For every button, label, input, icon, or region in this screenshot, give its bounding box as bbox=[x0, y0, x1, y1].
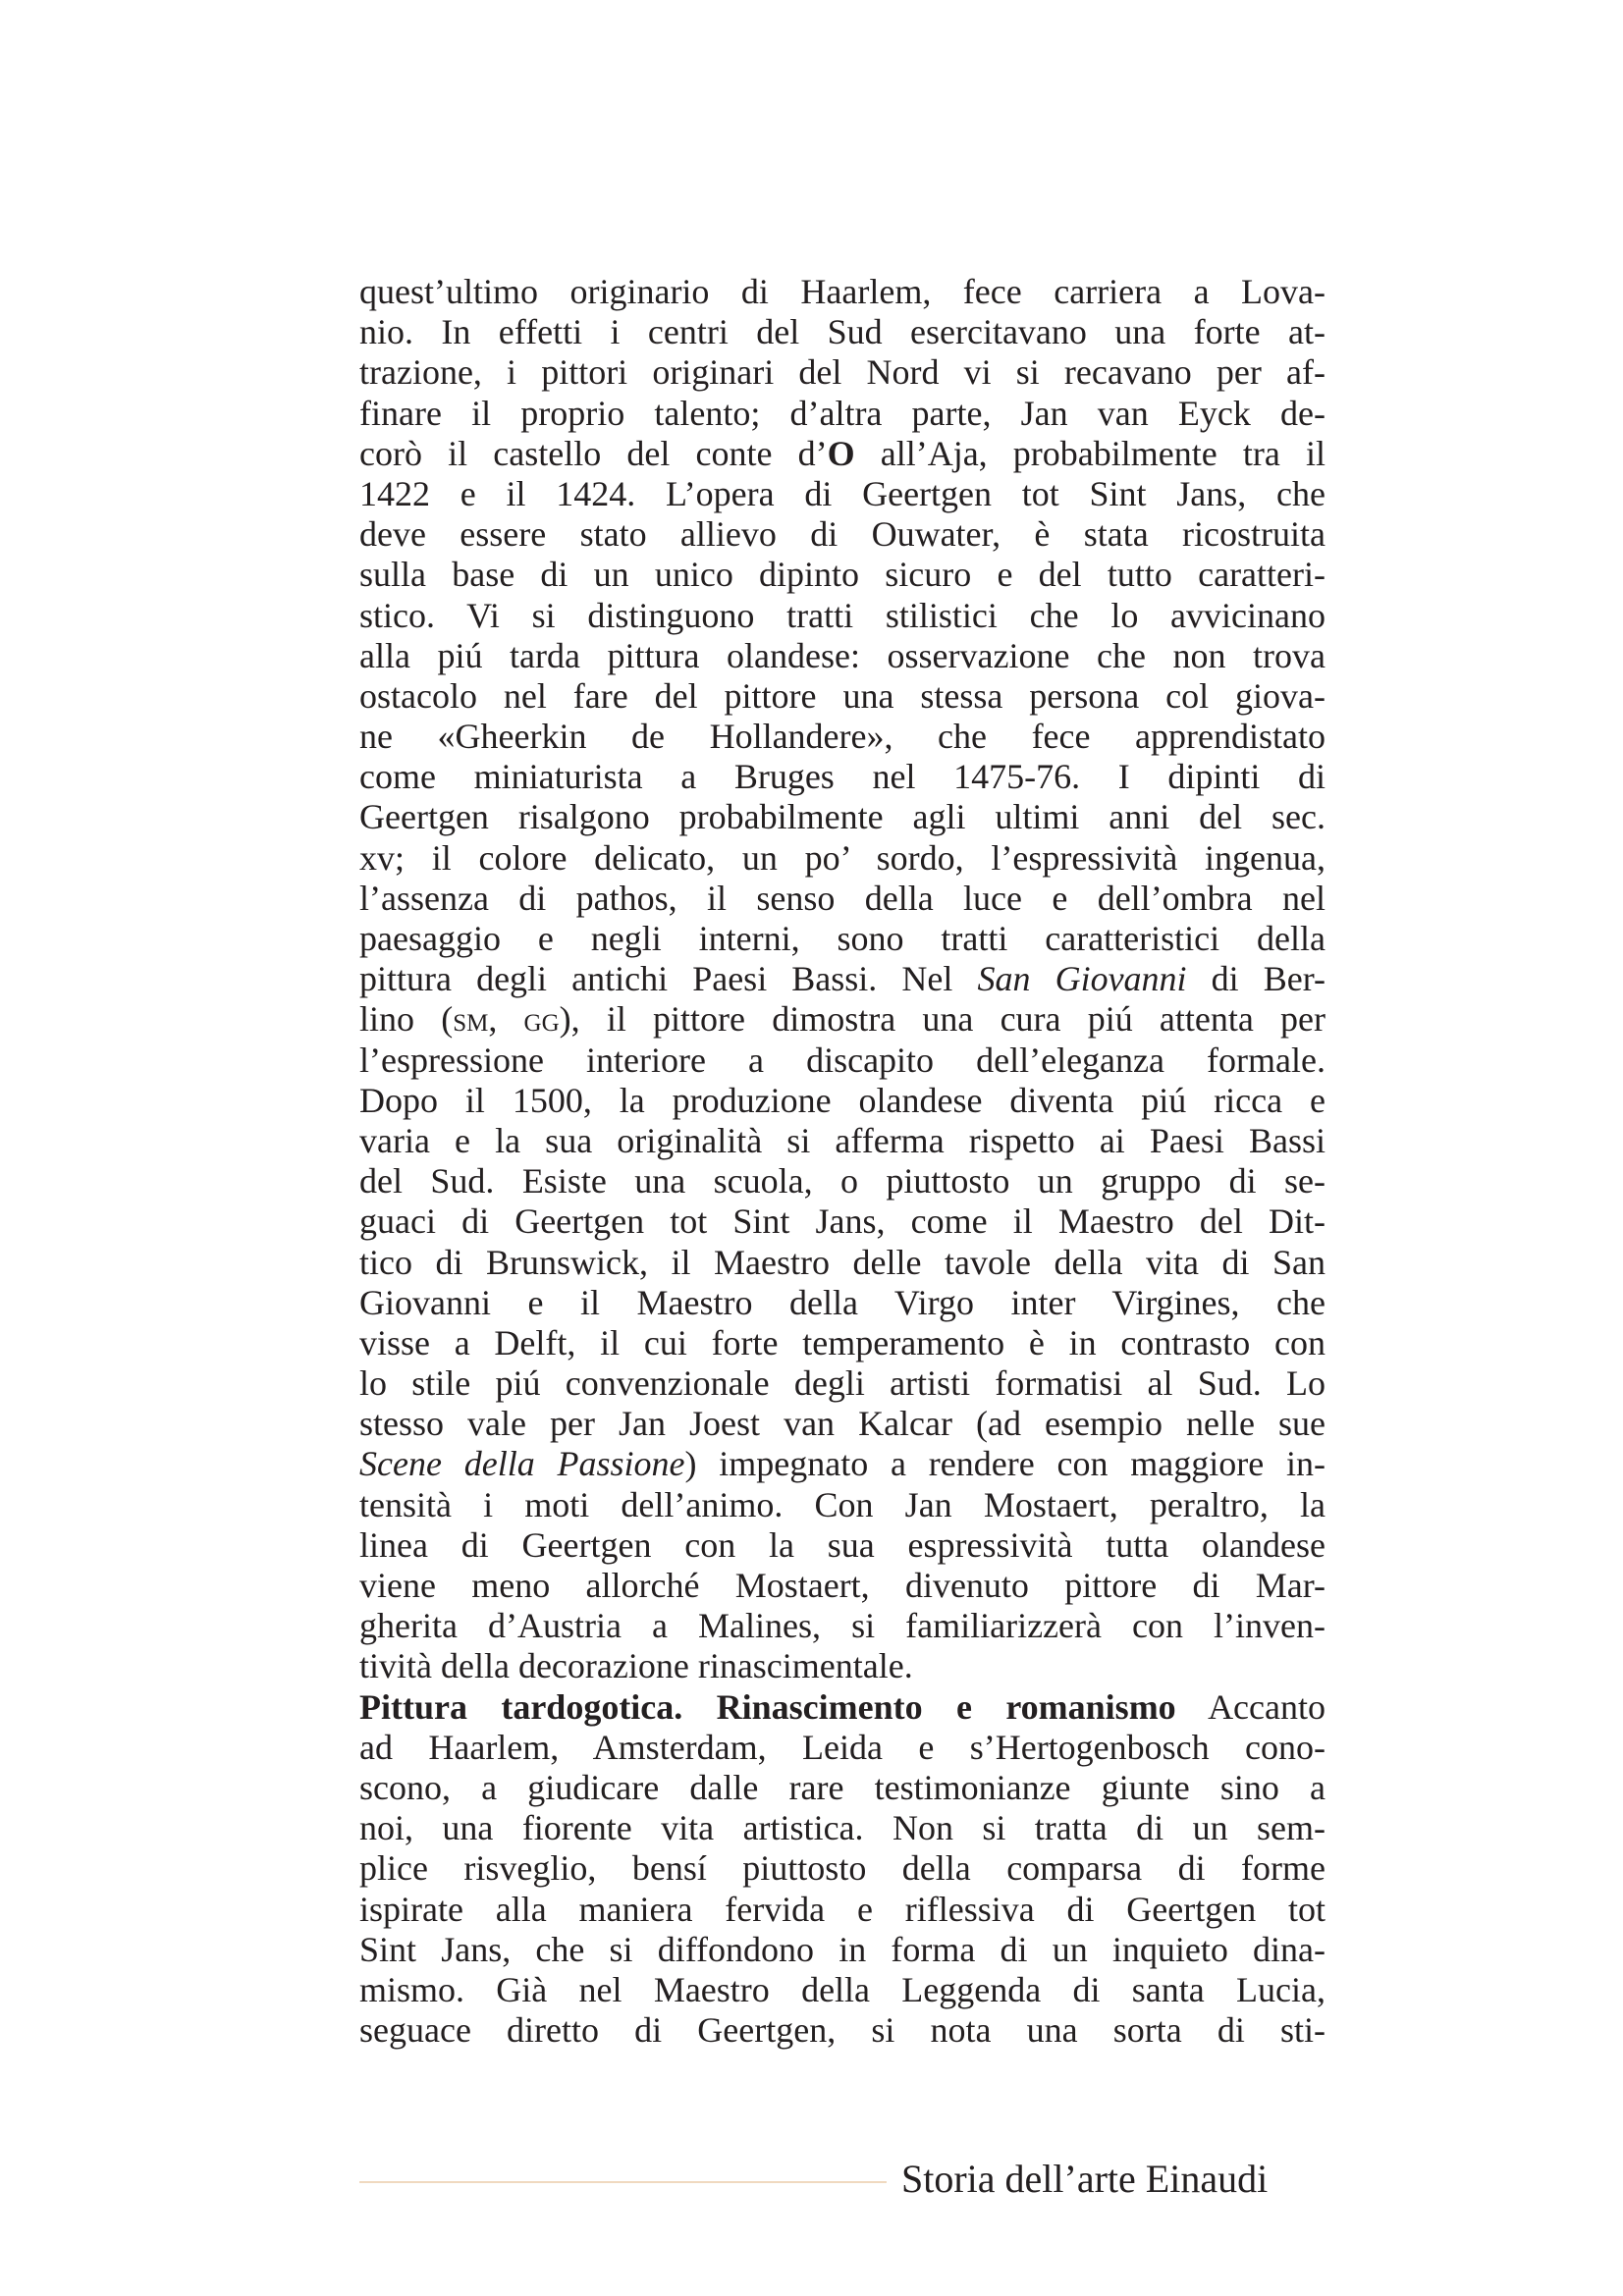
body-text bbox=[359, 272, 1325, 2051]
artwork-title: San Giovanni bbox=[977, 959, 1187, 999]
text-line: visse a Delft, il cui forte temperamento è in contrasto con bbox=[359, 1322, 1325, 1362]
text-line: alla piú tarda pittura olandese: osservazione che non trova bbox=[359, 635, 1325, 675]
footer-rule bbox=[359, 2181, 887, 2183]
text-line: Dopo il 1500, la produzione olandese diventa piú ricca e bbox=[359, 1080, 1325, 1120]
text-line: ad Haarlem, Amsterdam, Leida e s’Hertogenbosch cono- bbox=[359, 1727, 1325, 1767]
text-line: noi, una fiorente vita artistica. Non si tratta di un sem- bbox=[359, 1808, 1325, 1848]
text-line: quest’ultimo originario di Haarlem, fece carriera a Lova- bbox=[359, 272, 1325, 311]
text-line: ne «Gheerkin de Hollandere», che fece apprendistato bbox=[359, 717, 1325, 757]
text-line: guaci di Geertgen tot Sint Jans, come il Maestro del Dit- bbox=[359, 1201, 1325, 1242]
bold-letter: O bbox=[827, 433, 855, 473]
text-line: 1422 e il 1424. L’opera di Geertgen tot Sint Jans, che bbox=[359, 473, 1325, 513]
text-line bbox=[359, 959, 1325, 999]
text-line: linea di Geertgen con la sua espressività tutta olandese bbox=[359, 1524, 1325, 1565]
text-line: xv; il colore delicato, un po’ sordo, l’espressività ingenua, bbox=[359, 837, 1325, 878]
text-line: sulla base di un unico dipinto sicuro e del tutto caratteri- bbox=[359, 555, 1325, 595]
text-line: viene meno allorché Mostaert, divenuto pittore di Mar- bbox=[359, 1566, 1325, 1605]
text-line: tività della decorazione rinascimentale. bbox=[359, 1646, 913, 1686]
text-line: trazione, i pittori originari del Nord vi si recavano per af- bbox=[359, 352, 1325, 393]
artwork-title: Scene della Passione bbox=[359, 1444, 685, 1484]
text-line: ostacolo nel fare del pittore una stessa persona col giova- bbox=[359, 675, 1325, 716]
text-line bbox=[359, 1444, 1325, 1484]
section-heading: Pittura tardogotica. Rinascimento e romanismo bbox=[359, 1686, 1176, 1727]
museum-abbreviation: sm, gg bbox=[453, 999, 560, 1040]
text-line: come miniaturista a Bruges nel 1475-76. I dipinti di bbox=[359, 757, 1325, 797]
text-line: paesaggio e negli interni, sono tratti caratteristici della bbox=[359, 919, 1325, 958]
text-line: Giovanni e il Maestro della Virgo inter Virgines, che bbox=[359, 1282, 1325, 1322]
text-line: l’assenza di pathos, il senso della luce e dell’ombra nel bbox=[359, 878, 1325, 918]
text-line bbox=[359, 999, 1325, 1040]
text-line: ispirate alla maniera fervida e riflessiva di Geertgen tot bbox=[359, 1889, 1325, 1929]
text-run: lino ( bbox=[359, 999, 454, 1040]
text-line: del Sud. Esiste una scuola, o piuttosto un gruppo di se- bbox=[359, 1161, 1325, 1201]
text-line: plice risveglio, bensí piuttosto della comparsa di forme bbox=[359, 1848, 1325, 1889]
text-line: tico di Brunswick, il Maestro delle tavole della vita di San bbox=[359, 1242, 1325, 1282]
text-line: lo stile piú convenzionale degli artisti formatisi al Sud. Lo bbox=[359, 1363, 1325, 1404]
text-run: Accanto bbox=[1175, 1686, 1325, 1727]
text-line: Sint Jans, che si diffondono in forma di un inquieto dina- bbox=[359, 1929, 1325, 1969]
text-line: nio. In effetti i centri del Sud esercitavano una forte at- bbox=[359, 312, 1325, 352]
text-line: stico. Vi si distinguono tratti stilistici che lo avvicinano bbox=[359, 595, 1325, 635]
text-run: di Ber- bbox=[1186, 959, 1326, 999]
text-line bbox=[359, 434, 1325, 474]
footer-title: Storia dell’arte Einaudi bbox=[901, 2157, 1269, 2201]
text-line: scono, a giudicare dalle rare testimonianze giunte sino a bbox=[359, 1767, 1325, 1807]
text-line: l’espressione interiore a discapito dell’eleganza formale. bbox=[359, 1040, 1325, 1080]
text-line: mismo. Già nel Maestro della Leggenda di santa Lucia, bbox=[359, 1969, 1325, 2009]
text-line: Geertgen risalgono probabilmente agli ultimi anni del sec. bbox=[359, 797, 1325, 837]
text-run: all’Aja, probabilmente tra il bbox=[854, 433, 1325, 473]
text-run: corò il castello del conte d’ bbox=[359, 433, 828, 473]
text-line bbox=[359, 1687, 1325, 1728]
text-line: tensità i moti dell’animo. Con Jan Mostaert, peraltro, la bbox=[359, 1484, 1325, 1524]
text-line: finare il proprio talento; d’altra parte, Jan van Eyck de- bbox=[359, 393, 1325, 433]
text-run: ), il pittore dimostra una cura piú attenta per bbox=[559, 999, 1326, 1040]
text-line: seguace diretto di Geertgen, si nota una sorta di sti- bbox=[359, 2010, 1325, 2051]
text-line: varia e la sua originalità si afferma rispetto ai Paesi Bassi bbox=[359, 1120, 1325, 1160]
text-line: gherita d’Austria a Malines, si familiarizzerà con l’inven- bbox=[359, 1606, 1325, 1646]
text-line: deve essere stato allievo di Ouwater, è stata ricostruita bbox=[359, 514, 1325, 555]
text-line: stesso vale per Jan Joest van Kalcar (ad esempio nelle sue bbox=[359, 1404, 1325, 1444]
text-run: ) impegnato a rendere con maggiore in- bbox=[684, 1444, 1325, 1484]
text-run: pittura degli antichi Paesi Bassi. Nel bbox=[359, 959, 978, 999]
